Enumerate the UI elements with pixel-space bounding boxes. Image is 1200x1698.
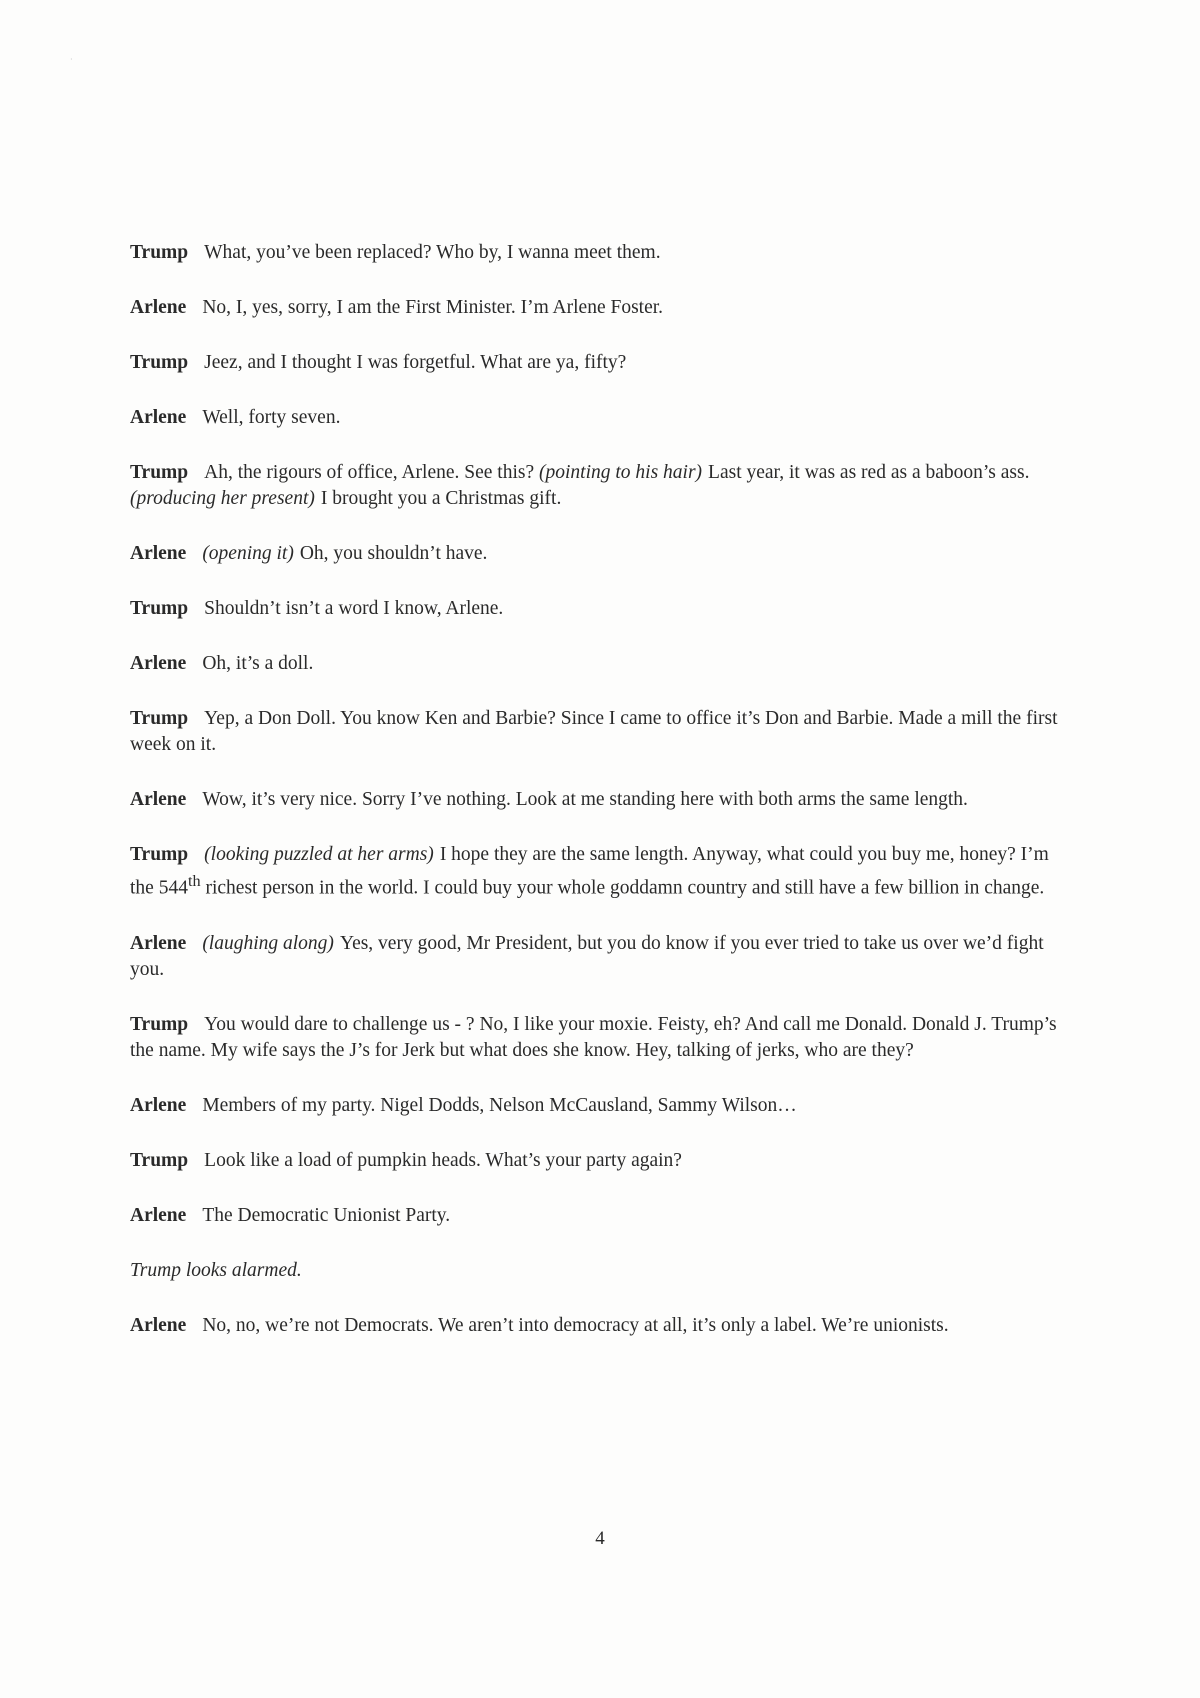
stage-direction-inline: (opening it): [202, 543, 294, 564]
dialogue-line: [130, 1203, 1065, 1229]
line-text: Yep, a Don Doll. You know Ken and Barbie? Since I came to office it’s Don and Barbie. Made a mill the first week on it.: [130, 708, 1058, 755]
dialogue-line: [130, 350, 1065, 376]
stage-direction-inline: (looking puzzled at her arms): [204, 844, 434, 865]
line-text: The Democratic Unionist Party.: [202, 1204, 451, 1226]
dialogue-block: [130, 240, 1065, 1368]
dialogue-line: [130, 1313, 1065, 1339]
speaker-name: Trump: [130, 1013, 189, 1035]
line-text: Shouldn’t isn’t a word I know, Arlene.: [204, 598, 504, 619]
line-text: Well, forty seven.: [202, 407, 341, 428]
speaker-name: Arlene: [130, 789, 187, 810]
page-number: 4: [595, 1528, 605, 1549]
scan-mark: ·: [70, 55, 73, 64]
dialogue-line: [130, 842, 1065, 902]
line-text: Yes, very good, Mr President, but you do know if you ever tried to take us over we’d fight you.: [130, 932, 1044, 980]
stage-direction-inline: (laughing along): [202, 932, 334, 954]
line-text: What, you’ve been replaced? Who by, I wanna meet them.: [204, 242, 661, 263]
dialogue-line: [130, 651, 1065, 677]
line-text: No, I, yes, sorry, I am the First Minister. I’m Arlene Foster.: [202, 297, 664, 318]
speaker-name: Arlene: [130, 407, 187, 428]
dialogue-line: [130, 541, 1065, 567]
speaker-name: Arlene: [130, 653, 187, 674]
line-text: Last year, it was as red as a baboon’s ass.: [708, 462, 1030, 483]
line-text: You would dare to challenge us - ? No, I like your moxie. Feisty, eh? And call me Donald. Donald J. Trump’s the name. My wife says the J’s for Jerk but what does she know. Hey, talking of jerks, who are they?: [130, 1013, 1057, 1061]
speaker-name: Trump: [130, 242, 189, 263]
line-text: Ah, the rigours of office, Arlene. See this?: [204, 462, 539, 483]
speaker-name: Trump: [130, 598, 189, 619]
speaker-name: Arlene: [130, 1094, 187, 1116]
stage-direction-inline: (producing her present): [130, 488, 315, 509]
dialogue-line: [130, 596, 1065, 622]
line-text: Look like a load of pumpkin heads. What’s your party again?: [204, 1149, 682, 1171]
speaker-name: Arlene: [130, 932, 187, 954]
line-text: Jeez, and I thought I was forgetful. What are ya, fifty?: [204, 352, 627, 373]
line-text: I hope they are the same length. Anyway, what could you buy me, honey? I’m the 544: [130, 844, 1049, 899]
dialogue-line: [130, 460, 1065, 512]
line-text: I brought you a Christmas gift.: [320, 488, 562, 509]
stage-direction-inline: (pointing to his hair): [539, 462, 703, 483]
line-text: Members of my party. Nigel Dodds, Nelson McCausland, Sammy Wilson…: [202, 1094, 797, 1116]
dialogue-line: [130, 1012, 1065, 1064]
speaker-name: Trump: [130, 1149, 189, 1171]
ordinal-suffix: th: [187, 872, 201, 890]
line-text: richest person in the world. I could buy your whole goddamn country and still have a few billion in change.: [200, 877, 1045, 899]
line-text: Oh, you shouldn’t have.: [299, 543, 488, 564]
dialogue-line: [130, 240, 1065, 266]
stage-direction: Trump looks alarmed.: [130, 1259, 302, 1281]
speaker-name: Arlene: [130, 543, 187, 564]
dialogue-line: [130, 405, 1065, 431]
speaker-name: Arlene: [130, 297, 187, 318]
dialogue-line: [130, 931, 1065, 983]
speaker-name: Arlene: [130, 1204, 187, 1226]
speaker-name: Trump: [130, 462, 189, 483]
dialogue-line: [130, 706, 1065, 758]
speaker-name: Trump: [130, 352, 189, 373]
dialogue-line: [130, 1093, 1065, 1119]
dialogue-line: [130, 787, 1065, 813]
dialogue-line: [130, 295, 1065, 321]
line-text: No, no, we’re not Democrats. We aren’t into democracy at all, it’s only a label. We’re unionists.: [202, 1314, 949, 1336]
line-text: Wow, it’s very nice. Sorry I’ve nothing. Look at me standing here with both arms the same length.: [202, 789, 968, 810]
dialogue-line: [130, 1148, 1065, 1174]
speaker-name: Trump: [130, 844, 189, 865]
speaker-name: Trump: [130, 708, 189, 729]
line-text: Oh, it’s a doll.: [202, 653, 314, 674]
speaker-name: Arlene: [130, 1314, 187, 1336]
